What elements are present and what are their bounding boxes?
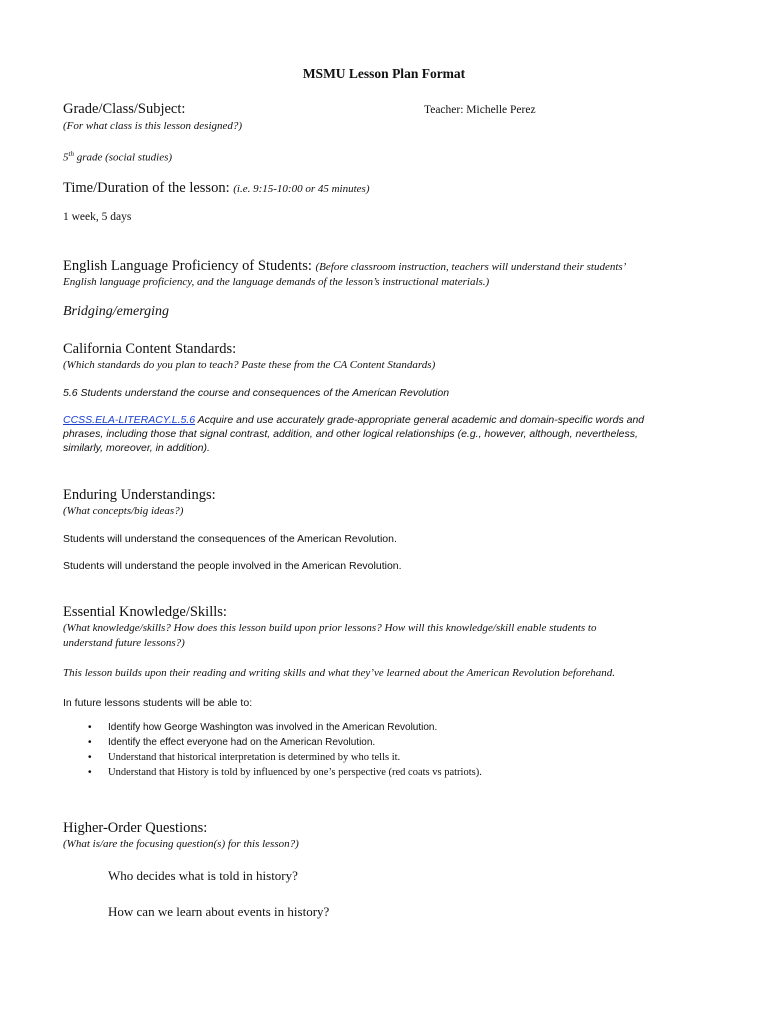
standard-l-5-6-text-3: similarly, moreover, in addition). xyxy=(63,442,210,454)
standard-l-5-6 xyxy=(63,414,644,426)
grade-hint: (For what class is this lesson designed?) xyxy=(63,120,243,132)
standard-l-5-6-text-1: Acquire and use accurately grade-appropriate general academic and domain-specific words and xyxy=(195,414,645,426)
standard-link[interactable]: CCSS.ELA-LITERACY.L.5.6 xyxy=(63,414,196,426)
elp-hint-1: (Before classroom instruction, teachers will understand their students’ xyxy=(315,261,627,273)
higher-heading: Higher-Order Questions: xyxy=(63,820,208,836)
bullet-icon: • xyxy=(88,752,92,763)
enduring-heading: Enduring Understandings: xyxy=(63,487,216,503)
time-line xyxy=(63,179,370,197)
bullet-icon: • xyxy=(88,767,92,778)
enduring-item-1: Students will understand the consequences of the American Revolution. xyxy=(63,533,397,545)
grade-heading: Grade/Class/Subject: xyxy=(63,101,186,117)
page-title: MSMU Lesson Plan Format xyxy=(302,66,466,81)
essential-hint-2: understand future lessons?) xyxy=(63,637,185,649)
essential-hint-1: (What knowledge/skills? How does this lesson build upon prior lessons? How will this knowledge/skill enable students to xyxy=(63,622,597,634)
bullet-icon: • xyxy=(88,722,92,733)
higher-hint: (What is/are the focusing question(s) for this lesson?) xyxy=(63,838,299,850)
time-value: 1 week, 5 days xyxy=(63,211,132,223)
standards-hint: (Which standards do you plan to teach? Paste these from the CA Content Standards) xyxy=(63,359,436,371)
standard-l-5-6-text-2: phrases, including those that signal contrast, addition, and other logical relationships (e.g., however, although, nevertheless, xyxy=(63,428,638,440)
elp-hint-2: English language proficiency, and the language demands of the lesson’s instructional materials.) xyxy=(63,276,490,288)
bullet-icon: • xyxy=(88,737,92,748)
grade-suffix: th xyxy=(68,150,74,158)
enduring-item-2: Students will understand the people involved in the American Revolution. xyxy=(63,560,402,572)
enduring-hint: (What concepts/big ideas?) xyxy=(63,505,184,517)
question-2: How can we learn about events in history? xyxy=(108,904,330,919)
question-1: Who decides what is told in history? xyxy=(108,868,298,883)
teacher-name: Teacher: Michelle Perez xyxy=(424,104,536,116)
time-heading: Time/Duration of the lesson: xyxy=(63,180,234,196)
standard-5-6: 5.6 Students understand the course and consequences of the American Revolution xyxy=(63,387,450,399)
list-item-text: Identify how George Washington was involved in the American Revolution. xyxy=(108,722,438,733)
grade-subject: grade (social studies) xyxy=(73,151,173,164)
list-item-text: Understand that History is told by influenced by one’s perspective (red coats vs patriots). xyxy=(108,767,482,778)
time-hint: (i.e. 9:15-10:00 or 45 minutes) xyxy=(233,183,370,195)
grade-value xyxy=(63,150,172,164)
list-item-text: Identify the effect everyone had on the American Revolution. xyxy=(108,737,376,748)
list-item-text: Understand that historical interpretation is determined by who tells it. xyxy=(108,752,401,763)
grade-number: 5 xyxy=(63,151,69,164)
elp-heading: English Language Proficiency of Students: xyxy=(63,258,316,274)
future-intro: In future lessons students will be able to: xyxy=(63,697,253,709)
essential-builds: This lesson builds upon their reading and writing skills and what they’ve learned about the American Revolution beforehand. xyxy=(63,667,615,679)
essential-heading: Essential Knowledge/Skills: xyxy=(63,604,227,620)
elp-line xyxy=(63,257,626,275)
elp-value: Bridging/emerging xyxy=(63,304,170,319)
standards-heading: California Content Standards: xyxy=(63,341,237,357)
